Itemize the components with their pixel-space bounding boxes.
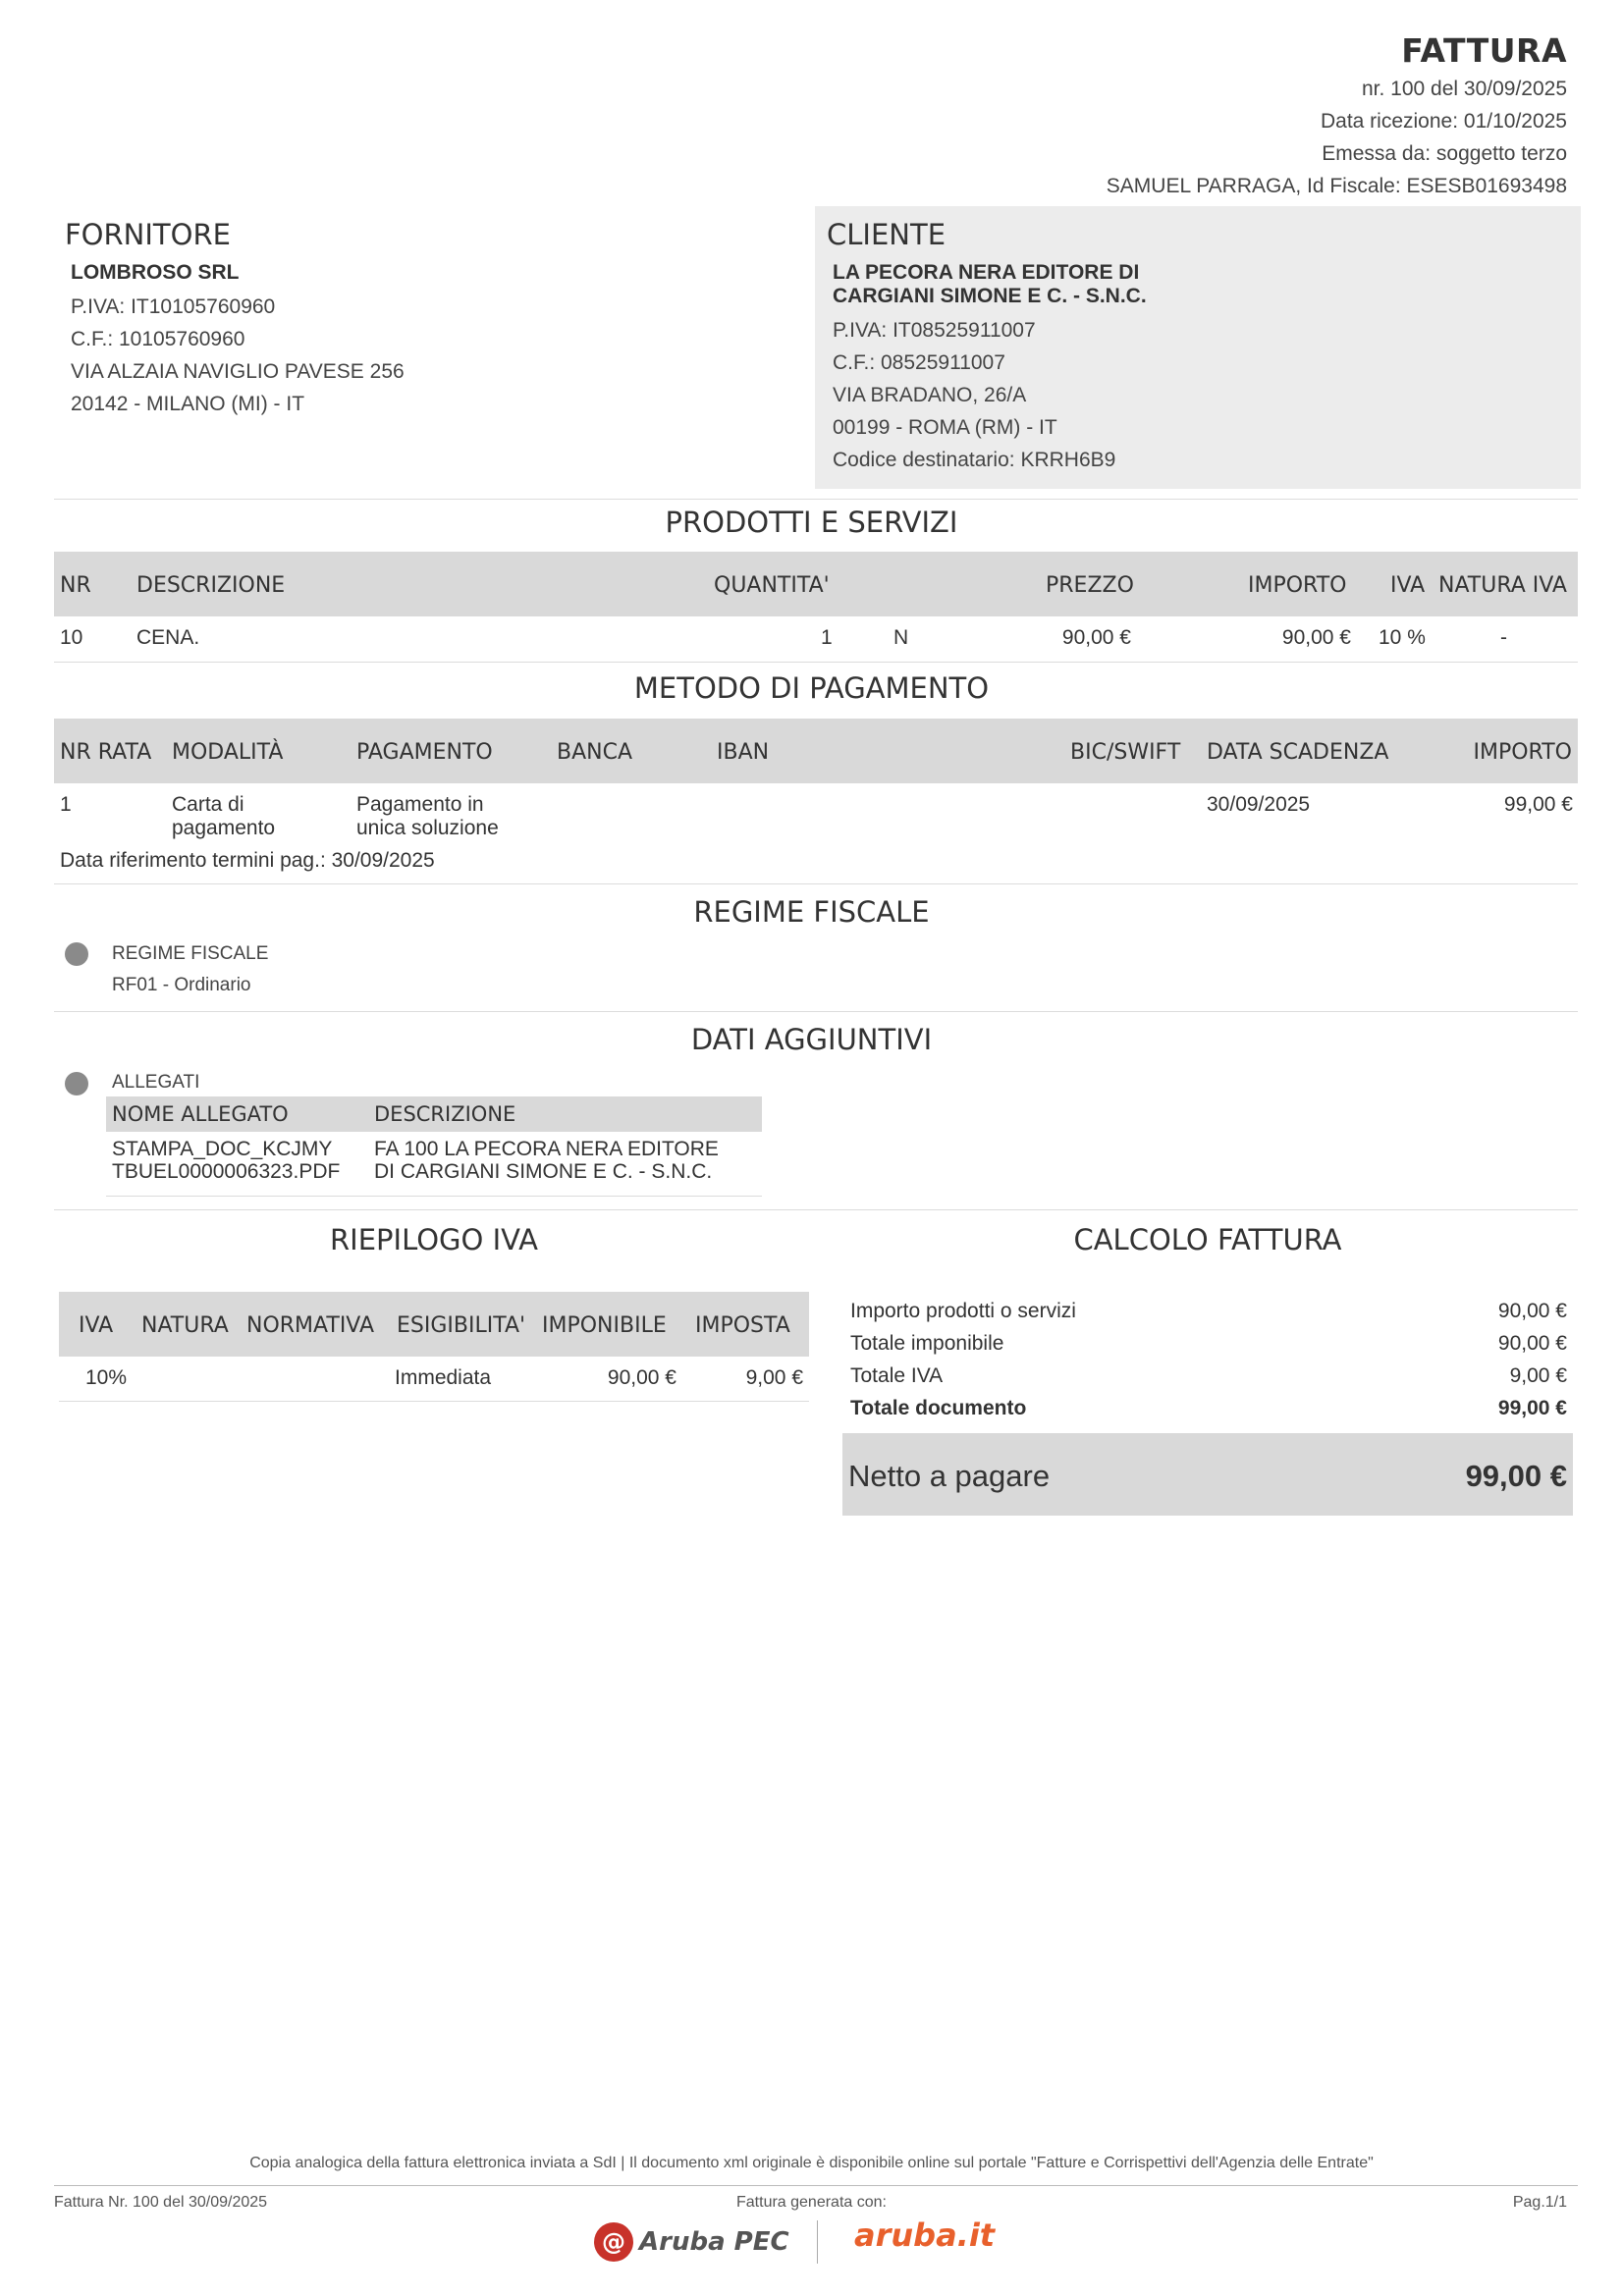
divider	[54, 883, 1578, 884]
col-mode: MODALITÀ	[172, 740, 284, 765]
calc-taxable-label: Totale imponibile	[850, 1332, 1004, 1355]
col-vat: IVA	[1390, 573, 1426, 598]
row-price: 90,00 €	[1061, 626, 1131, 649]
supplier-block	[65, 218, 405, 420]
col-price: PREZZO	[1046, 573, 1134, 598]
logo-divider	[817, 2220, 818, 2264]
col-payment-amount: IMPORTO	[1473, 740, 1572, 765]
footer-invoice-ref: Fattura Nr. 100 del 30/09/2025	[54, 2194, 268, 2211]
supplier-vat: P.IVA: IT10105760960	[71, 295, 276, 318]
col-summary-regulation: NORMATIVA	[246, 1313, 375, 1338]
col-attachment-description: DESCRIZIONE	[374, 1102, 516, 1126]
supplier-city: 20142 - MILANO (MI) - IT	[71, 393, 305, 415]
col-summary-nature: NATURA	[141, 1313, 229, 1338]
col-amount: IMPORTO	[1248, 573, 1347, 598]
col-description: DESCRIZIONE	[136, 573, 286, 598]
calc-products-label: Importo prodotti o servizi	[850, 1300, 1076, 1322]
attachments-table-header	[106, 1096, 762, 1132]
additional-data-title: DATI AGGIUNTIVI	[690, 1023, 933, 1056]
row-mode-line1: Carta di	[172, 793, 244, 816]
attachment-description-line2: DI CARGIANI SIMONE E C. - S.N.C.	[374, 1160, 713, 1183]
calc-products-value: 90,00 €	[1497, 1300, 1567, 1322]
col-summary-chargeability: ESIGIBILITA'	[397, 1313, 526, 1338]
aruba-pec-text: Aruba PEC	[639, 2227, 789, 2257]
aruba-pec-icon	[592, 2220, 635, 2264]
aruba-it-logo: aruba.it	[854, 2216, 996, 2254]
bullet-icon	[65, 1072, 88, 1095]
reception-date: Data ricezione: 01/10/2025	[1320, 110, 1567, 133]
invoice-calc-title: CALCOLO FATTURA	[1073, 1223, 1342, 1256]
divider	[54, 662, 1578, 663]
client-name-line2: CARGIANI SIMONE E C. - S.N.C.	[833, 285, 1147, 307]
col-summary-tax: IMPOSTA	[695, 1313, 790, 1338]
divider	[54, 1209, 1578, 1210]
invoice-number: nr. 100 del 30/09/2025	[1361, 78, 1567, 100]
row-vat: 10 %	[1379, 626, 1426, 649]
row-installment: 1	[60, 793, 72, 816]
col-summary-taxable: IMPONIBILE	[542, 1313, 667, 1338]
col-payment: PAGAMENTO	[356, 740, 493, 765]
attachment-description-line1: FA 100 LA PECORA NERA EDITORE	[374, 1138, 719, 1160]
col-quantity: QUANTITA'	[714, 573, 830, 598]
issued-by: Emessa da: soggetto terzo	[1322, 142, 1567, 165]
client-title: CLIENTE	[827, 218, 947, 251]
attachment-name-line2[interactable]: TBUEL0000006323.PDF	[112, 1160, 341, 1183]
footer-divider	[54, 2185, 1578, 2186]
client-block	[815, 206, 1581, 489]
client-tax-code: C.F.: 08525911007	[833, 351, 1005, 374]
calc-taxable-value: 90,00 €	[1497, 1332, 1567, 1355]
client-address: VIA BRADANO, 26/A	[833, 384, 1027, 406]
third-party: SAMUEL PARRAGA, Id Fiscale: ESESB01693498	[1106, 175, 1567, 197]
calc-vat-value: 9,00 €	[1509, 1364, 1567, 1387]
summary-taxable: 90,00 €	[607, 1366, 676, 1389]
footer-note: Copia analogica della fattura elettronica inviata a SdI | Il documento xml originale è disponibile online sul portale "Fatture e Corrispettivi dell'Agenzia delle Entrate"	[249, 2155, 1374, 2171]
col-summary-vat: IVA	[79, 1313, 114, 1338]
row-vat-nature: -	[1500, 626, 1507, 649]
payment-table-header	[54, 719, 1578, 783]
vat-summary-header	[59, 1292, 809, 1357]
supplier-title: FORNITORE	[65, 218, 231, 251]
supplier-address: VIA ALZAIA NAVIGLIO PAVESE 256	[71, 360, 405, 383]
attachment-name-line1[interactable]: STAMPA_DOC_KCJMY	[112, 1138, 333, 1160]
col-bic: BIC/SWIFT	[1070, 740, 1181, 765]
bullet-icon	[65, 942, 88, 966]
row-payment-amount: 99,00 €	[1503, 793, 1573, 816]
aruba-pec-logo	[592, 2220, 789, 2264]
calc-document-total-value: 99,00 €	[1497, 1397, 1567, 1419]
col-attachment-name: NOME ALLEGATO	[112, 1102, 289, 1126]
attachments-label: ALLEGATI	[112, 1072, 200, 1093]
footer-page: Pag.1/1	[1512, 2194, 1567, 2211]
tax-regime-value: RF01 - Ordinario	[112, 975, 251, 995]
divider	[59, 1401, 809, 1402]
summary-vat: 10%	[85, 1366, 128, 1389]
footer-generated-with: Fattura generata con:	[736, 2194, 887, 2211]
payment-title: METODO DI PAGAMENTO	[633, 671, 990, 705]
row-mode-line2: pagamento	[172, 817, 276, 839]
col-due-date: DATA SCADENZA	[1207, 740, 1389, 765]
row-amount: 90,00 €	[1281, 626, 1351, 649]
invoice-header	[1107, 29, 1567, 202]
products-table-header	[54, 552, 1578, 616]
col-bank: BANCA	[557, 740, 633, 765]
row-payment-line1: Pagamento in	[356, 793, 484, 816]
row-due-date: 30/09/2025	[1207, 793, 1311, 816]
row-unit: N	[893, 626, 909, 649]
tax-regime-label: REGIME FISCALE	[112, 943, 269, 964]
row-description: CENA.	[136, 626, 200, 649]
calc-vat-label: Totale IVA	[850, 1364, 944, 1387]
row-nr: 10	[60, 626, 83, 649]
col-installment: NR RATA	[60, 740, 152, 765]
supplier-name: LOMBROSO SRL	[71, 261, 240, 284]
divider	[54, 1011, 1578, 1012]
client-name-line1: LA PECORA NERA EDITORE DI	[833, 261, 1140, 284]
summary-chargeability: Immediata	[395, 1366, 492, 1389]
row-payment-line2: unica soluzione	[356, 817, 499, 839]
svg-text:@: @	[602, 2228, 625, 2256]
row-quantity: 1	[821, 626, 833, 649]
vat-summary-title: RIEPILOGO IVA	[330, 1223, 538, 1256]
net-payable-box	[842, 1433, 1573, 1516]
client-recipient-code: Codice destinatario: KRRH6B9	[833, 449, 1116, 471]
payment-reference-date: Data riferimento termini pag.: 30/09/2025	[60, 849, 435, 872]
client-vat: P.IVA: IT08525911007	[833, 319, 1036, 342]
supplier-tax-code: C.F.: 10105760960	[71, 328, 245, 350]
summary-tax: 9,00 €	[745, 1366, 803, 1389]
calc-document-total-label: Totale documento	[850, 1397, 1027, 1419]
divider	[106, 1196, 762, 1197]
col-nr: NR	[60, 573, 91, 598]
net-payable-value: 99,00 €	[1465, 1459, 1567, 1493]
divider	[54, 499, 1578, 500]
products-title: PRODOTTI E SERVIZI	[665, 506, 958, 539]
col-vat-nature: NATURA IVA	[1438, 573, 1567, 598]
invoice-title: FATTURA	[1401, 31, 1567, 70]
net-payable-label: Netto a pagare	[848, 1459, 1051, 1493]
tax-regime-title: REGIME FISCALE	[693, 895, 930, 929]
client-city: 00199 - ROMA (RM) - IT	[833, 416, 1057, 439]
col-iban: IBAN	[717, 740, 770, 765]
